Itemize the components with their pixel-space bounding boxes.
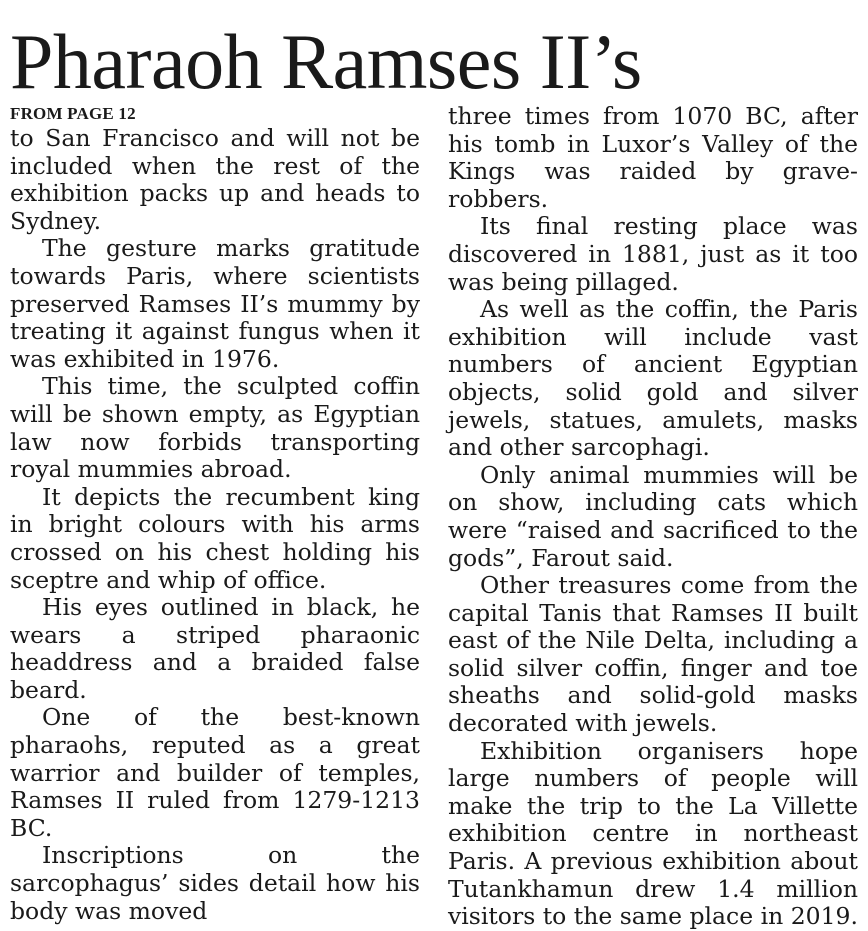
jump-line: FROM PAGE 12 (10, 104, 136, 123)
paragraph: Inscriptions on the sarcophagus’ sides detail how his body was moved (10, 841, 420, 925)
paragraph: This time, the sculpted coffin will be shown empty, as Egyptian law now forbids transporting royal mummies abroad. (10, 372, 420, 484)
article-column-right (448, 103, 858, 931)
paragraph: three times from 1070 BC, after his tomb in Luxor’s Valley of the Kings was raided by grave-robbers. (448, 102, 858, 213)
paragraph: Its final resting place was discovered in 1881, just as it too was being pillaged. (448, 212, 858, 296)
paragraph: Exhibition organisers hope large numbers of people will make the trip to the La Villette exhibition centre in northeast Paris. A previous exhibition about Tutankhamun drew 1.4 million visitors to the same place in 2019. (448, 736, 858, 931)
paragraph: to San Francisco and will not be included when the rest of the exhibition packs up and heads to Sydney. (10, 124, 420, 235)
paragraph: Other treasures come from the capital Tanis that Ramses II built east of the Nile Delta, including a solid silver coffin, finger and toe sheaths and solid-gold masks decorated with jewels. (448, 571, 858, 738)
headline: Pharaoh Ramses II’s (10, 18, 642, 105)
paragraph: One of the best-known pharaohs, reputed as a great warrior and builder of temples, Ramses II ruled from 1279-1213 BC. (10, 703, 420, 842)
paragraph: Only animal mummies will be on show, including cats which were “raised and sacrificed to the gods”, Farout said. (448, 460, 858, 572)
article-column-left (10, 103, 420, 925)
paragraph: The gesture marks gratitude towards Paris, where scientists preserved Ramses II’s mummy by treating it against fungus when it was exhibited in 1976. (10, 234, 420, 373)
paragraph: His eyes outlined in black, he wears a striped pharaonic headdress and a braided false beard. (10, 593, 420, 704)
paragraph: As well as the coffin, the Paris exhibition will include vast numbers of ancient Egyptian objects, solid gold and silver jewels, statues, amulets, masks and other sarcophagi. (448, 295, 858, 462)
paragraph: It depicts the recumbent king in bright colours with his arms crossed on his chest holding his sceptre and whip of office. (10, 482, 420, 594)
